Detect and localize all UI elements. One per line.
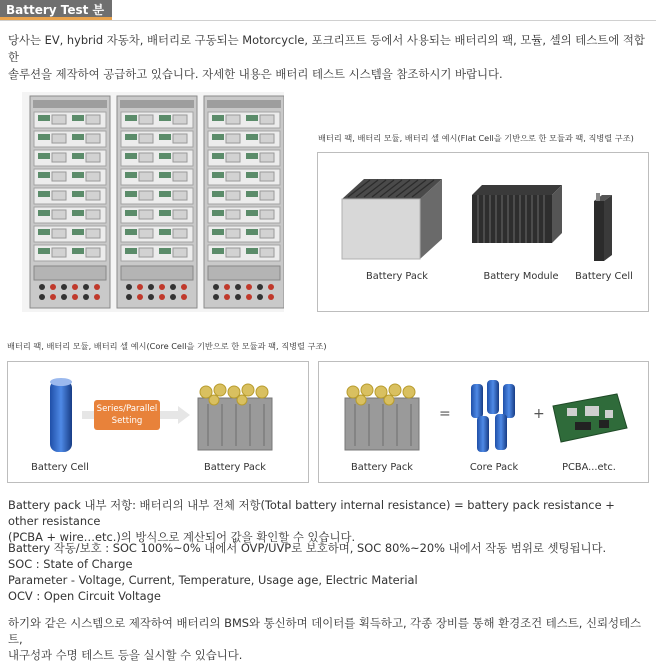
resistance-line-2: (PCBA + wire…etc.)의 방식으로 계산되어 값을 확인할 수 있습니다. <box>8 530 356 544</box>
core-battery-pack-image <box>194 374 276 456</box>
system-line-1: 하기와 같은 시스템으로 제작하여 배터리의 BMS와 통신하며 데이터를 획득하고, 각종 장비를 통해 환경조건 테스트, 신뢰성테스트, <box>8 616 641 646</box>
resistance-line-1: Battery pack 내부 저항: 배터리의 내부 전체 저항(Total battery internal resistance) = battery pack resistance + other resistance <box>8 498 615 528</box>
system-paragraph <box>8 615 648 663</box>
core-cell-label: Battery Cell <box>31 462 89 473</box>
flat-pack-label: Battery Pack <box>366 271 428 282</box>
battery-module-label: Battery Module <box>483 271 559 282</box>
intro-line-2: 솔루션을 제작하여 공급하고 있습니다. 자세한 내용은 배터리 테스트 시스템을 참조하시기 바랍니다. <box>8 67 503 81</box>
core-right-pack-label: Battery Pack <box>351 462 413 473</box>
badge-line-2: Setting <box>111 416 143 426</box>
badge-line-1: Series/Parallel <box>96 404 158 414</box>
operation-paragraph <box>8 540 648 604</box>
equals-sign: = <box>439 406 451 422</box>
core-left-pack-label: Battery Pack <box>204 462 266 473</box>
battery-module-image <box>468 181 564 251</box>
flat-battery-pack-image <box>334 173 444 265</box>
intro-text <box>8 32 648 83</box>
flat-cell-box <box>317 152 649 312</box>
system-line-2: 내구성과 수명 테스트 등을 실시할 수 있습니다. <box>8 648 243 662</box>
test-rack-image <box>22 92 284 312</box>
pcba-board-image <box>547 392 629 446</box>
flat-cell-caption: 배터리 팩, 배터리 모듈, 배터리 셀 예시(Flat Cell을 기반으로 한 모듈과 팩, 직병렬 구조) <box>318 133 634 143</box>
series-parallel-setting-badge <box>94 400 160 430</box>
core-right-battery-pack-image <box>341 374 423 456</box>
plus-sign: + <box>533 406 545 422</box>
core-cell-caption: 배터리 팩, 배터리 모듈, 배터리 셀 예시(Core Cell을 기반으로 한 모듈과 팩, 직병렬 구조) <box>7 341 327 351</box>
core-left-box <box>7 361 309 483</box>
internal-resistance-paragraph <box>8 497 648 545</box>
intro-line-1: 당사는 EV, hybrid 자동차, 배터리로 구동되는 Motorcycle, 포크리프트 등에서 사용되는 배터리의 팩, 모듈, 셀의 테스트에 적합한 <box>8 33 645 64</box>
cylinder-cell-image <box>46 374 76 454</box>
soc-definition: SOC : State of Charge <box>8 557 133 571</box>
parameter-definition: Parameter - Voltage, Current, Temperature, Usage age, Electric Material <box>8 573 418 587</box>
core-right-box <box>318 361 649 483</box>
title-divider <box>0 20 656 21</box>
ocv-definition: OCV : Open Circuit Voltage <box>8 589 161 603</box>
page-title: Battery Test 분야 <box>0 0 112 20</box>
operation-line-1: Battery 작동/보호 : SOC 100%~0% 내에서 OVP/UVP로 보호하며, SOC 80%~20% 내에서 작동 범위로 셋팅됩니다. <box>8 541 607 555</box>
pcba-label: PCBA...etc. <box>562 462 616 473</box>
flat-cell-label: Battery Cell <box>575 271 633 282</box>
core-pack-label: Core Pack <box>469 462 519 473</box>
core-pack-image <box>465 376 525 456</box>
flat-battery-cell-image <box>588 193 616 263</box>
